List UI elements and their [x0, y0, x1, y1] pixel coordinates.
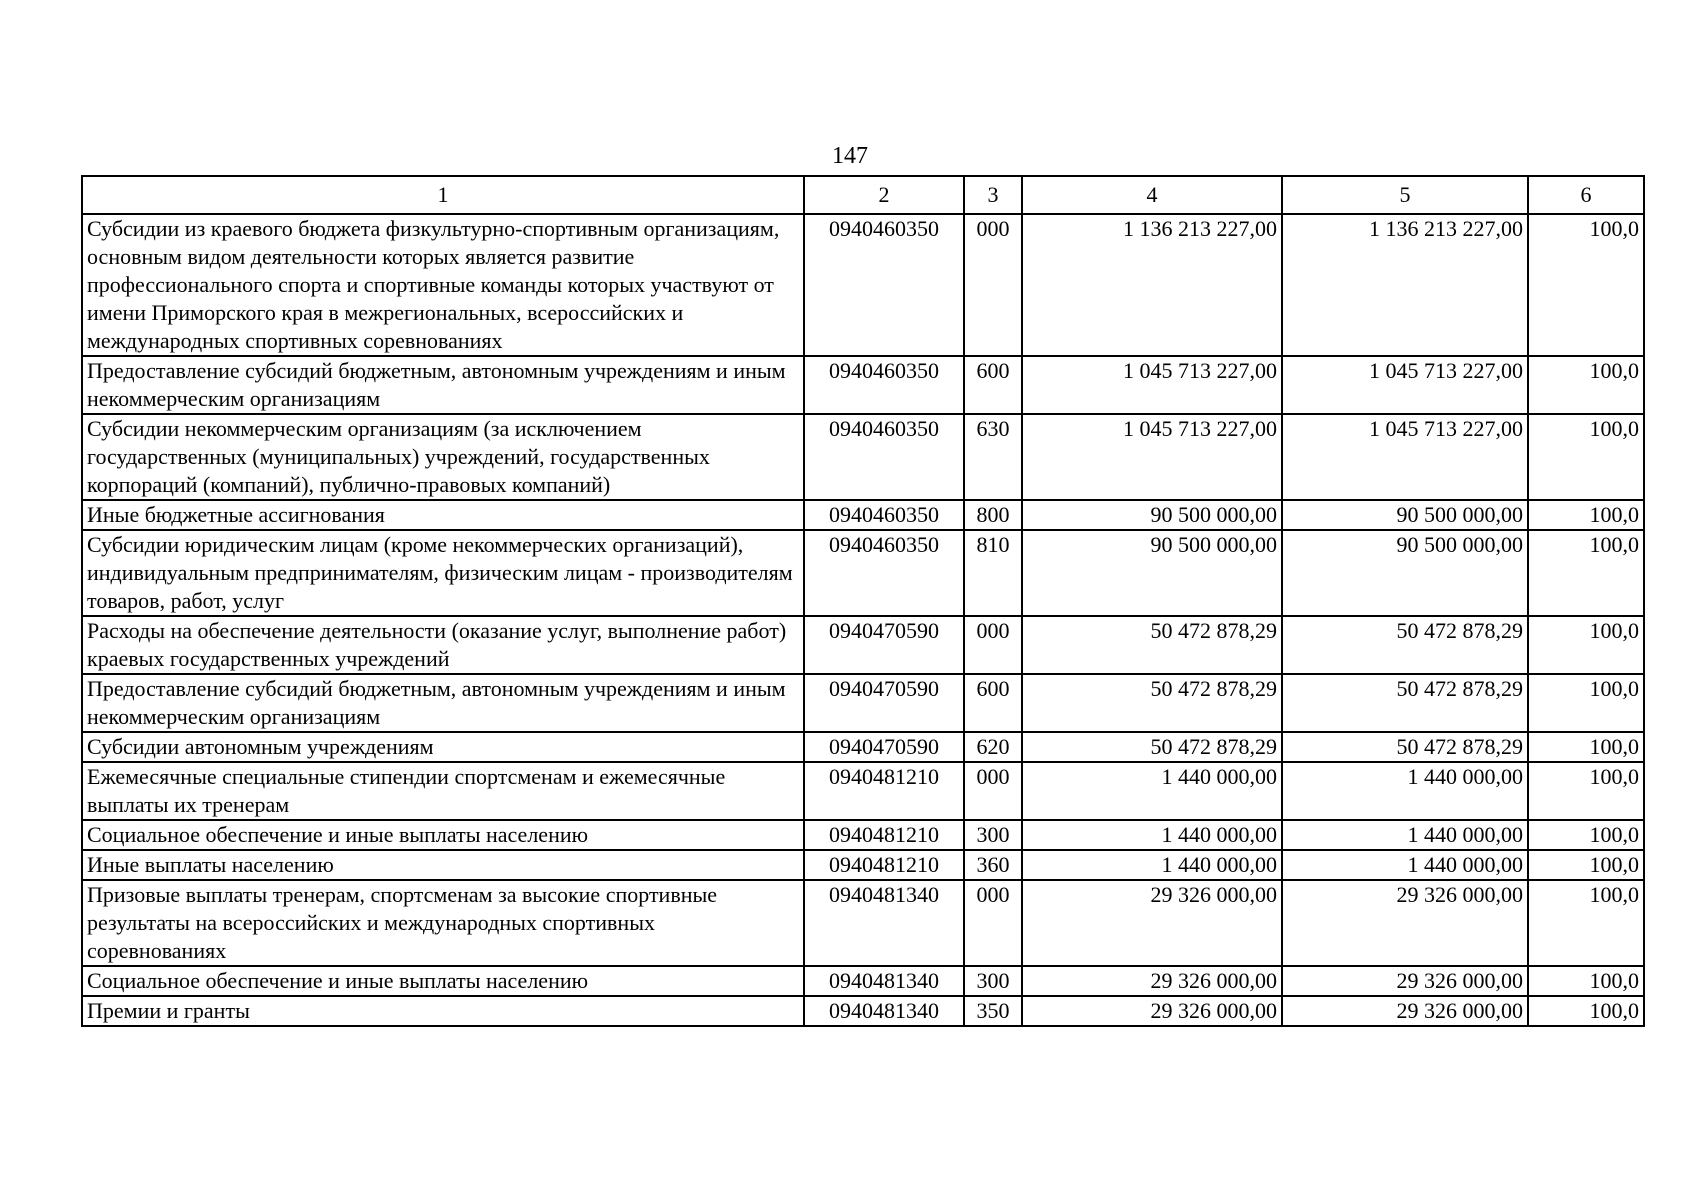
page-number: 147	[832, 143, 868, 169]
row-target-code: 0940470590	[804, 616, 964, 674]
table-row	[82, 880, 1644, 966]
row-percent: 100,0	[1528, 996, 1644, 1026]
row-target-code: 0940460350	[804, 414, 964, 500]
table-row	[82, 762, 1644, 820]
table-row	[82, 214, 1644, 356]
column-header-6: 6	[1528, 176, 1644, 214]
row-percent: 100,0	[1528, 500, 1644, 530]
row-percent: 100,0	[1528, 850, 1644, 880]
row-target-code: 0940481340	[804, 880, 964, 966]
table-row	[82, 414, 1644, 500]
row-target-code: 0940481340	[804, 966, 964, 996]
row-expense-type: 630	[964, 414, 1022, 500]
row-target-code: 0940470590	[804, 674, 964, 732]
row-target-code: 0940481210	[804, 850, 964, 880]
row-value-col5: 90 500 000,00	[1282, 530, 1528, 616]
table-row	[82, 966, 1644, 996]
row-expense-type: 000	[964, 762, 1022, 820]
column-header-2: 2	[804, 176, 964, 214]
row-description: Призовые выплаты тренерам, спортсменам за высокие спортивные результаты на всероссийских и международных спортивных соревнованиях	[82, 880, 804, 966]
row-percent: 100,0	[1528, 880, 1644, 966]
row-description: Субсидии автономным учреждениям	[82, 732, 804, 762]
row-value-col5: 50 472 878,29	[1282, 674, 1528, 732]
row-expense-type: 800	[964, 500, 1022, 530]
row-target-code: 0940481210	[804, 820, 964, 850]
column-header-4: 4	[1022, 176, 1282, 214]
row-expense-type: 000	[964, 880, 1022, 966]
row-value-col4: 50 472 878,29	[1022, 616, 1282, 674]
row-value-col5: 50 472 878,29	[1282, 616, 1528, 674]
row-value-col4: 1 440 000,00	[1022, 850, 1282, 880]
row-target-code: 0940481340	[804, 996, 964, 1026]
row-expense-type: 000	[964, 616, 1022, 674]
row-value-col5: 1 136 213 227,00	[1282, 214, 1528, 356]
row-description: Предоставление субсидий бюджетным, автономным учреждениям и иным некоммерческим организациям	[82, 674, 804, 732]
row-description: Субсидии юридическим лицам (кроме некоммерческих организаций), индивидуальным предпринимателям, физическим лицам - производителям товаров, работ, услуг	[82, 530, 804, 616]
table-row	[82, 530, 1644, 616]
row-value-col4: 29 326 000,00	[1022, 996, 1282, 1026]
row-value-col5: 29 326 000,00	[1282, 966, 1528, 996]
row-value-col5: 29 326 000,00	[1282, 880, 1528, 966]
table-row	[82, 732, 1644, 762]
row-percent: 100,0	[1528, 530, 1644, 616]
row-value-col5: 1 440 000,00	[1282, 850, 1528, 880]
row-value-col4: 1 045 713 227,00	[1022, 414, 1282, 500]
row-percent: 100,0	[1528, 356, 1644, 414]
row-target-code: 0940460350	[804, 500, 964, 530]
row-expense-type: 600	[964, 674, 1022, 732]
row-value-col4: 90 500 000,00	[1022, 530, 1282, 616]
row-target-code: 0940460350	[804, 214, 964, 356]
row-description: Социальное обеспечение и иные выплаты населению	[82, 966, 804, 996]
row-description: Ежемесячные специальные стипендии спортсменам и ежемесячные выплаты их тренерам	[82, 762, 804, 820]
row-value-col4: 1 440 000,00	[1022, 762, 1282, 820]
row-value-col5: 1 045 713 227,00	[1282, 414, 1528, 500]
row-value-col4: 90 500 000,00	[1022, 500, 1282, 530]
budget-table	[81, 175, 1645, 1027]
column-header-5: 5	[1282, 176, 1528, 214]
row-expense-type: 810	[964, 530, 1022, 616]
row-value-col4: 1 440 000,00	[1022, 820, 1282, 850]
row-description: Субсидии из краевого бюджета физкультурно-спортивным организациям, основным видом деятельности которых является развитие профессионального спорта и спортивные команды которых участвуют от имени Приморского края в межрегиональных, всероссийских и международных спортивных соревнованиях	[82, 214, 804, 356]
row-value-col4: 50 472 878,29	[1022, 732, 1282, 762]
table-row	[82, 850, 1644, 880]
row-value-col4: 50 472 878,29	[1022, 674, 1282, 732]
row-expense-type: 600	[964, 356, 1022, 414]
row-target-code: 0940460350	[804, 530, 964, 616]
row-target-code: 0940470590	[804, 732, 964, 762]
row-percent: 100,0	[1528, 414, 1644, 500]
row-value-col5: 29 326 000,00	[1282, 996, 1528, 1026]
row-description: Предоставление субсидий бюджетным, автономным учреждениям и иным некоммерческим организациям	[82, 356, 804, 414]
row-value-col5: 1 440 000,00	[1282, 762, 1528, 820]
row-percent: 100,0	[1528, 820, 1644, 850]
row-target-code: 0940460350	[804, 356, 964, 414]
row-expense-type: 620	[964, 732, 1022, 762]
row-value-col5: 1 045 713 227,00	[1282, 356, 1528, 414]
row-target-code: 0940481210	[804, 762, 964, 820]
row-value-col5: 90 500 000,00	[1282, 500, 1528, 530]
row-percent: 100,0	[1528, 616, 1644, 674]
table-row	[82, 996, 1644, 1026]
row-percent: 100,0	[1528, 732, 1644, 762]
row-value-col4: 1 045 713 227,00	[1022, 356, 1282, 414]
row-percent: 100,0	[1528, 214, 1644, 356]
row-percent: 100,0	[1528, 674, 1644, 732]
table-row	[82, 674, 1644, 732]
row-expense-type: 000	[964, 214, 1022, 356]
row-description: Иные выплаты населению	[82, 850, 804, 880]
row-description: Расходы на обеспечение деятельности (оказание услуг, выполнение работ) краевых государственных учреждений	[82, 616, 804, 674]
table-row	[82, 820, 1644, 850]
row-description: Премии и гранты	[82, 996, 804, 1026]
column-header-1: 1	[82, 176, 804, 214]
row-value-col4: 29 326 000,00	[1022, 966, 1282, 996]
row-expense-type: 360	[964, 850, 1022, 880]
row-value-col4: 29 326 000,00	[1022, 880, 1282, 966]
table-row	[82, 356, 1644, 414]
header-row	[82, 176, 1644, 214]
row-expense-type: 300	[964, 820, 1022, 850]
row-value-col5: 1 440 000,00	[1282, 820, 1528, 850]
row-expense-type: 350	[964, 996, 1022, 1026]
row-expense-type: 300	[964, 966, 1022, 996]
row-value-col4: 1 136 213 227,00	[1022, 214, 1282, 356]
table-row	[82, 616, 1644, 674]
row-description: Иные бюджетные ассигнования	[82, 500, 804, 530]
row-percent: 100,0	[1528, 762, 1644, 820]
row-description: Субсидии некоммерческим организациям (за исключением государственных (муниципальных) учреждений, государственных корпораций (компаний), публично-правовых компаний)	[82, 414, 804, 500]
row-description: Социальное обеспечение и иные выплаты населению	[82, 820, 804, 850]
row-percent: 100,0	[1528, 966, 1644, 996]
column-header-3: 3	[964, 176, 1022, 214]
table-row	[82, 500, 1644, 530]
row-value-col5: 50 472 878,29	[1282, 732, 1528, 762]
